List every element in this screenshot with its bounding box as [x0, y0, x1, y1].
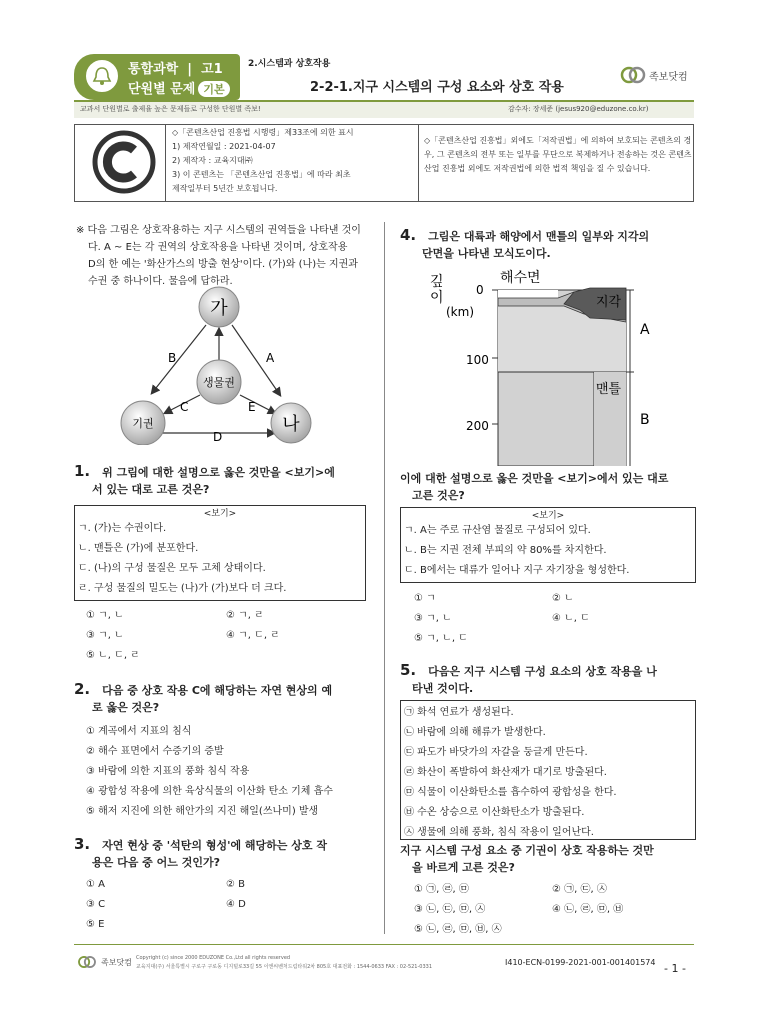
arrow-c-label: C: [180, 400, 189, 414]
level-badge: 기본: [198, 81, 229, 97]
answer-option[interactable]: ① ㉠, ㉣, ㉤: [414, 884, 469, 895]
answer-option[interactable]: ⑤ ㉡, ㉣, ㉤, ㉥, ㉦: [414, 924, 502, 935]
question-text: 서 있는 대로 고른 것은?: [92, 483, 210, 496]
question-text: 이에 대한 설명으로 옳은 것만을 <보기>에서 있는 대로: [400, 472, 669, 485]
copyright-divider: [165, 124, 166, 202]
answer-option[interactable]: ④ ㉡, ㉣, ㉤, ㉥: [552, 904, 624, 915]
question-5-stem: [400, 842, 700, 876]
intro-line: 다. A ~ E는 각 권역의 상호작용을 나타낸 것이며, 상호작용: [88, 242, 348, 253]
question-number: 3.: [74, 835, 91, 853]
footer-copy-line: 교육지대(주) 서울특별시 구로구 구로동 디지털로33길 55 이앤씨벤처드림타워2차 805호 대표전화 : 1544-0633 FAX : 02-521-0331: [136, 964, 433, 970]
answer-option[interactable]: ③ 바람에 의한 지표의 풍화 침식 작용: [86, 766, 250, 777]
depth-tick: 100: [466, 353, 489, 367]
answer-option[interactable]: ① ㄱ: [414, 593, 436, 604]
intro-line: D의 한 예는 '화산가스의 방출 현상'이다. (가)와 (나)는 지권과: [88, 259, 358, 270]
question-1: [74, 463, 374, 498]
question-number: 4.: [400, 226, 417, 244]
depth-label: 깊: [430, 274, 444, 290]
example-item: ㄴ. 맨틀은 (가)에 분포한다.: [78, 543, 199, 554]
answer-option[interactable]: ① 계곡에서 지표의 침식: [86, 726, 192, 737]
answer-option[interactable]: ③ ㄱ, ㄴ: [414, 613, 452, 624]
question-text: 타낸 것이다.: [412, 682, 474, 695]
question-text: 자연 현상 중 '석탄의 형성'에 해당하는 상호 작: [102, 839, 327, 852]
example-title: <보기>: [203, 509, 237, 519]
statement-item: ㉣ 화산이 폭발하여 화산재가 대기로 방출된다.: [404, 767, 607, 778]
answer-option[interactable]: ② ㉠, ㉢, ㉦: [552, 884, 607, 895]
answer-option[interactable]: ② B: [226, 879, 246, 890]
copyright-line: 3) 이 콘텐츠는 「콘텐츠산업 진흥법」에 따라 최초: [172, 170, 351, 179]
footer-divider: [74, 944, 694, 945]
question-text: 고른 것은?: [412, 489, 465, 502]
page-title: 2-2-1.지구 시스템의 구성 요소와 상호 작용: [310, 80, 564, 95]
question-text: 다음 중 상호 작용 C에 해당하는 자연 현상의 예: [102, 684, 333, 697]
answer-option[interactable]: ④ 광합성 작용에 의한 육상식물의 이산화 탄소 기체 흡수: [86, 786, 333, 797]
arrow-e-label: E: [248, 400, 256, 414]
question-5: [400, 662, 700, 697]
question-number: 2.: [74, 680, 91, 698]
answer-option[interactable]: ④ ㄱ, ㄷ, ㄹ: [226, 630, 280, 641]
q1-example-box: [74, 505, 366, 601]
example-item: ㄷ. B에서는 대류가 일어나 지구 자기장을 형성한다.: [404, 565, 630, 576]
grade-label: 고1: [201, 62, 223, 77]
question-text: 로 옳은 것은?: [92, 701, 160, 714]
example-item: ㄹ. 구성 물질의 밀도는 (나)가 (가)보다 더 크다.: [78, 583, 287, 594]
intro-line: 수권 중 하나이다. 물음에 답하라.: [88, 276, 233, 287]
earth-crust-cross-section: [414, 266, 684, 466]
series-label: 단원별 문제: [128, 82, 196, 97]
question-text: 을 바르게 고른 것은?: [412, 861, 515, 874]
answer-option[interactable]: ⑤ 해저 지진에 의한 해안가의 지진 해일(쓰나미) 발생: [86, 806, 319, 817]
mantle-label: 맨틀: [596, 382, 622, 397]
question-text: 단면을 나타낸 모식도이다.: [422, 247, 551, 260]
copyright-line: ◇「콘텐츠산업 진흥법 시행령」제33조에 의한 표시: [172, 128, 354, 137]
question-text: 다음은 지구 시스템 구성 요소의 상호 작용을 나: [428, 665, 657, 678]
node-left-label: 기권: [132, 417, 154, 430]
statement-item: ㉤ 식물이 이산화탄소를 흡수하여 광합성을 한다.: [404, 787, 617, 798]
node-center-label: 생물권: [203, 376, 235, 389]
copyright-divider: [418, 124, 419, 202]
arrow-b-label: B: [168, 351, 177, 365]
arrow-d-label: D: [213, 430, 223, 444]
example-item: ㄱ. (가)는 수권이다.: [78, 523, 167, 534]
example-item: ㄱ. A는 주로 규산염 물질로 구성되어 있다.: [404, 525, 591, 536]
answer-option[interactable]: ② ㄱ, ㄹ: [226, 610, 264, 621]
answer-option[interactable]: ⑤ E: [86, 919, 105, 930]
bell-icon: [84, 58, 120, 94]
intro-line: ※ 다음 그림은 상호작용하는 지구 시스템의 권역들을 나타낸 것이: [76, 225, 361, 236]
example-item: ㄴ. B는 지권 전체 부피의 약 80%를 차지한다.: [404, 545, 607, 556]
question-text: 위 그림에 대한 설명으로 옳은 것만을 <보기>에: [102, 466, 335, 479]
subject-label: 통합과학: [128, 62, 179, 77]
answer-option[interactable]: ③ ㉡, ㉢, ㉤, ㉦: [414, 904, 486, 915]
layer-a-label: A: [640, 322, 650, 338]
footer-copy-line: Copyright (c) since 2000 EDUZONE Co.,Ltd all rights reserved: [136, 955, 291, 961]
footer-logo-icon: [76, 954, 98, 970]
copyright-line: 제작일부터 5년간 보호됩니다.: [172, 184, 278, 193]
header-series: [128, 78, 230, 97]
copyright-left-text: [172, 126, 354, 196]
question-text: 용은 다음 중 어느 것인가?: [92, 856, 220, 869]
ocean-water: [498, 290, 558, 298]
answer-option[interactable]: ② ㄴ: [552, 593, 574, 604]
header-author: 감수자: 장세준 (jesus920@eduzone.co.kr): [508, 105, 649, 113]
answer-option[interactable]: ④ ㄴ, ㄷ: [552, 613, 590, 624]
depth-unit: (km): [446, 305, 475, 319]
answer-option[interactable]: ④ D: [226, 899, 246, 910]
question-text: 지구 시스템 구성 요소 중 기권이 상호 작용하는 것만: [400, 844, 654, 857]
footer-copyright: [136, 954, 432, 972]
sea-level-label: 해수면: [500, 270, 541, 286]
answer-option[interactable]: ① A: [86, 879, 105, 890]
answer-option[interactable]: ③ C: [86, 899, 106, 910]
node-top-label: 가: [210, 298, 228, 319]
intro-text: [76, 222, 376, 290]
brand-name: 족보닷컴: [649, 71, 688, 83]
statement-item: ㉥ 수온 상승으로 이산화탄소가 방출된다.: [404, 807, 585, 818]
copyright-right-text: ◇「콘텐츠산업 진흥법」외에도「저작권법」에 의하여 보호되는 콘텐츠의 경우, 그 콘텐츠의 전부 또는 일부를 무단으로 복제하거나 전송하는 것은 콘텐츠산업 진흥법 외에도 저작권법에 의한 법적 책임을 질 수 있습니다.: [424, 136, 692, 173]
arrow-a-label: A: [266, 351, 275, 365]
question-4: [400, 227, 700, 262]
example-title: <보기>: [531, 511, 565, 521]
brand-logo-icon: [620, 64, 646, 86]
copyright-line: 2) 제작자 : 교육지대㈜: [172, 156, 253, 165]
q5-statement-box: [400, 700, 696, 840]
answer-option[interactable]: ⑤ ㄴ, ㄷ, ㄹ: [86, 650, 140, 661]
depth-tick: 200: [466, 419, 489, 433]
example-item: ㄷ. (나)의 구성 물질은 모두 고체 상태이다.: [78, 563, 266, 574]
depth-label: 이: [430, 290, 444, 306]
arrow-e: [240, 395, 275, 413]
statement-item: ㉠ 화석 연료가 생성된다.: [404, 707, 514, 718]
statement-item: ㉦ 생물에 의해 풍화, 침식 작용이 일어난다.: [404, 827, 594, 838]
footer-logo: [76, 954, 132, 970]
chapter-label: 2.시스템과 상호작용: [248, 59, 331, 69]
question-text: 그림은 대륙과 해양에서 맨틀의 일부와 지각의: [428, 230, 650, 243]
statement-item: ㉢ 파도가 바닷가의 자갈을 둥글게 만든다.: [404, 747, 588, 758]
brand-logo: [620, 64, 688, 86]
question-4-stem: [400, 470, 700, 504]
question-3: [74, 836, 374, 871]
copyright-line: 1) 제작연월일 : 2021-04-07: [172, 142, 276, 151]
answer-option[interactable]: ② 해수 표면에서 수증기의 증발: [86, 746, 224, 757]
statement-item: ㉡ 바람에 의해 해류가 발생한다.: [404, 727, 546, 738]
copyright-icon: [92, 130, 156, 194]
question-number: 1.: [74, 462, 91, 480]
footer-brand: 족보닷컴: [101, 957, 132, 967]
depth-tick: 0: [476, 283, 484, 297]
layer-b-label: B: [640, 412, 650, 428]
question-2: [74, 681, 374, 716]
page-number: - 1 -: [664, 962, 686, 975]
sphere-interaction-diagram: [110, 285, 330, 445]
q4-example-box: [400, 507, 696, 583]
header-description: 교과서 단원별로 출제율 높은 문제들로 구성한 단원별 족보!: [80, 105, 261, 113]
answer-option[interactable]: ⑤ ㄱ, ㄴ, ㄷ: [414, 633, 468, 644]
header-subject: 통합과학 | 고1: [128, 62, 223, 77]
answer-option[interactable]: ③ ㄱ, ㄴ: [86, 630, 124, 641]
question-number: 5.: [400, 661, 417, 679]
node-right-label: 나: [282, 414, 300, 435]
crust-label: 지각: [596, 295, 622, 310]
document-code: I410-ECN-0199-2021-001-001401574: [505, 958, 656, 967]
column-divider: [384, 222, 385, 934]
answer-option[interactable]: ① ㄱ, ㄴ: [86, 610, 124, 621]
